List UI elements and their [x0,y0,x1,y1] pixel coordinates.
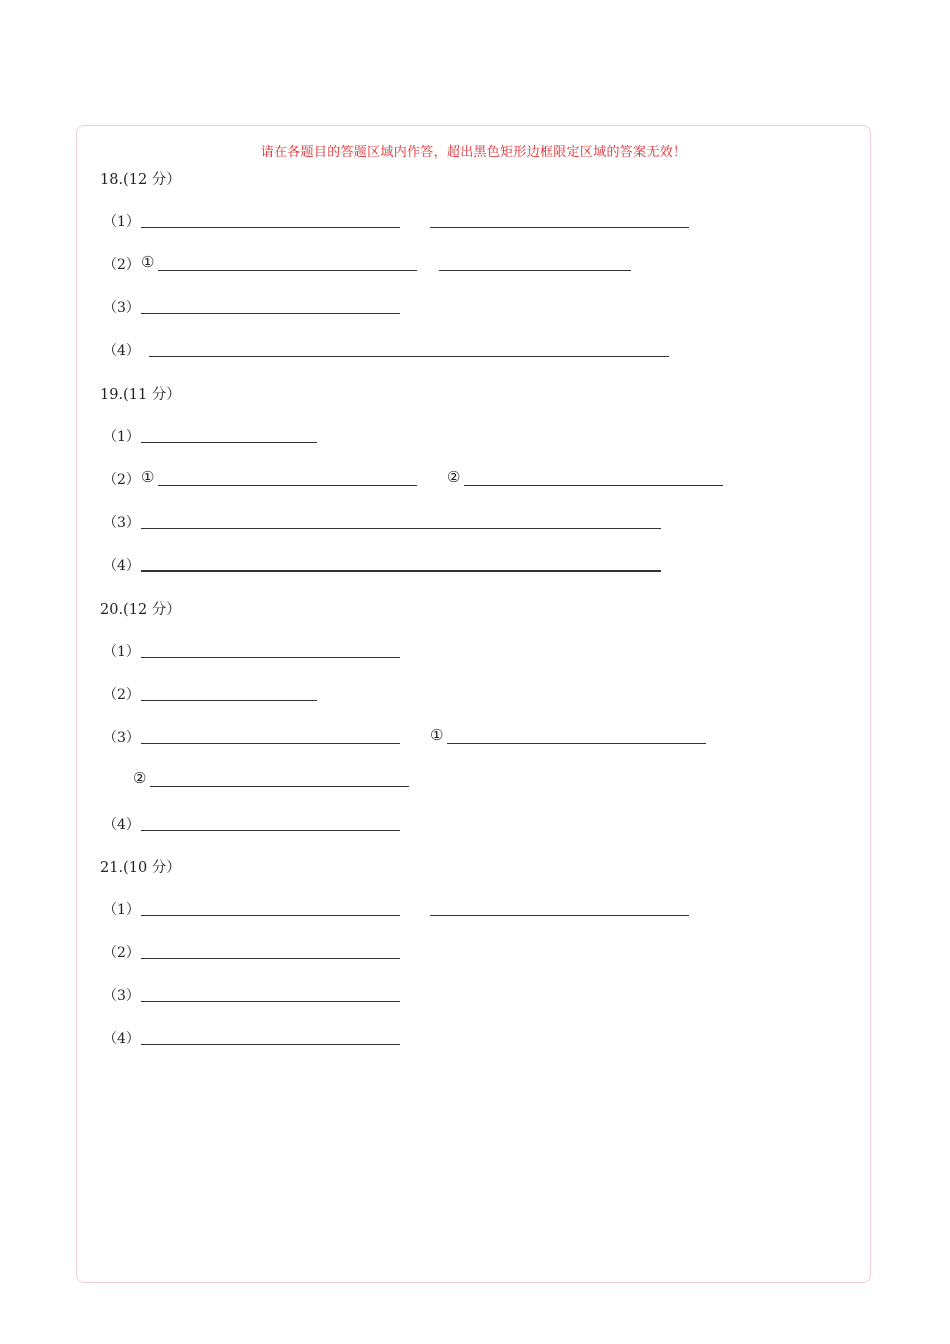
answer-area-notice: 请在各题目的答题区域内作答，超出黑色矩形边框限定区域的答案无效！ [260,145,687,160]
q20-sub-3-marker-2: ② [133,769,147,787]
q19-sub-4-blank[interactable] [141,570,661,572]
q18-sub-4-blank[interactable] [149,356,669,357]
question-19-title: 19.(11 分） [100,387,181,403]
q19-sub-1-blank[interactable] [141,442,317,443]
q18-sub-4-label: （4） [103,343,140,359]
q21-sub-3-label: （3） [103,988,140,1004]
q18-sub-2-marker-1: ① [141,253,155,271]
q19-sub-3-label: （3） [103,515,140,531]
q20-sub-3-blank-2[interactable] [150,786,409,787]
q20-sub-3-blank-1[interactable] [447,743,706,744]
q21-sub-2-blank[interactable] [141,958,400,959]
q20-sub-3-label: （3） [103,730,140,746]
q21-sub-2-label: （2） [103,945,140,961]
q18-sub-1-label: （1） [103,214,140,230]
q19-sub-1-label: （1） [103,429,140,445]
q20-sub-4-label: （4） [103,817,140,833]
q21-sub-3-blank[interactable] [141,1001,400,1002]
q19-sub-3-blank[interactable] [141,528,661,529]
q18-sub-3-label: （3） [103,300,140,316]
q19-sub-2-blank-a[interactable] [158,485,417,486]
q20-sub-1-blank[interactable] [141,657,400,658]
question-20-title: 20.(12 分） [100,602,181,618]
q21-sub-1-label: （1） [103,902,140,918]
q19-sub-2-blank-b[interactable] [464,485,723,486]
answer-area-border [76,125,871,1283]
q21-sub-4-label: （4） [103,1031,140,1047]
q19-sub-2-marker-1: ① [141,468,155,486]
q18-sub-2-blank-b[interactable] [439,270,631,271]
q20-sub-3-marker-1: ① [430,726,444,744]
q19-sub-4-label: （4） [103,558,140,574]
q19-sub-2-marker-2: ② [447,468,461,486]
q21-sub-4-blank[interactable] [141,1044,400,1045]
q18-sub-1-blank-a[interactable] [141,227,400,228]
q18-sub-1-blank-b[interactable] [430,227,689,228]
q20-sub-2-label: （2） [103,687,140,703]
q18-sub-3-blank[interactable] [141,313,400,314]
q18-sub-2-label: （2） [103,257,140,273]
question-21-title: 21.(10 分） [100,860,181,876]
q21-sub-1-blank-a[interactable] [141,915,400,916]
q20-sub-3-blank[interactable] [141,743,400,744]
q19-sub-2-label: （2） [103,472,140,488]
q20-sub-2-blank[interactable] [141,700,317,701]
q21-sub-1-blank-b[interactable] [430,915,689,916]
question-18-title: 18.(12 分） [100,172,181,188]
q18-sub-2-blank-a[interactable] [158,270,417,271]
q20-sub-1-label: （1） [103,644,140,660]
q20-sub-4-blank[interactable] [141,830,400,831]
